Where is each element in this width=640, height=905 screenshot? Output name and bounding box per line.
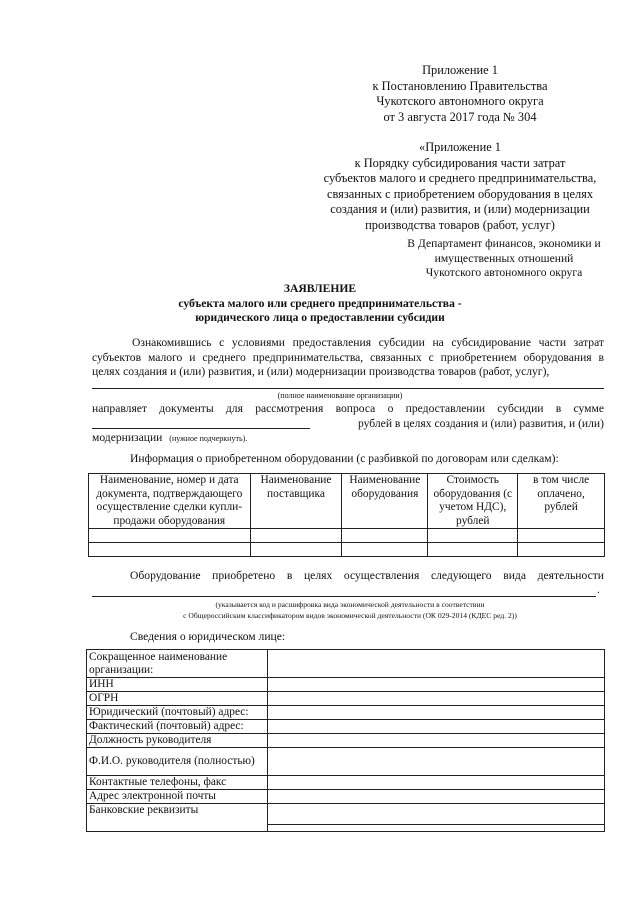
request-paragraph [92,402,604,446]
legal-info-value[interactable] [267,692,604,706]
legal-info-value[interactable] [267,734,604,748]
addressee-line-1: В Департамент финансов, экономики и [407,237,601,250]
equipment-table [88,473,605,557]
title-line-2: субъекта малого или среднего предпринимательства - [178,296,462,310]
addressee [400,237,608,281]
equipment-cell[interactable] [89,529,251,543]
equipment-row [89,529,605,543]
equipment-row [89,543,605,557]
legal-info-row [87,706,605,720]
legal-info-value[interactable] [267,790,604,804]
org-name-line[interactable] [92,388,604,389]
legal-info-row [87,650,605,678]
legal-info-value[interactable] [267,650,604,678]
inner-appendix-header [300,140,620,233]
legal-info-row [87,734,605,748]
inner-appendix-line-3: субъектов малого и среднего предпринимательства, [323,171,597,185]
title-line-1: ЗАЯВЛЕНИЕ [283,282,357,295]
request-line-3-row [92,431,604,446]
org-name-caption: (полное наименование организации) [277,391,403,400]
activity-end-dot: . [597,583,600,596]
subsidy-amount-line[interactable] [92,428,310,429]
request-line-3-note: (нужное подчеркнуть). [169,434,248,443]
legal-info-value[interactable] [267,720,604,734]
appendix-line-3: Чукотского автономного округа [376,94,544,108]
intro-line-2: субъектов малого и среднего предпринимательства, связанных с приобретением оборудования в [92,350,604,364]
legal-info-value[interactable] [267,678,604,692]
request-line-3: модернизации [92,431,163,444]
legal-info-row [87,692,605,706]
inner-appendix-line-4: связанных с приобретением оборудования в целях [326,186,594,201]
activity-line[interactable] [92,596,596,597]
legal-info-label: Фактический (почтовый) адрес: [87,720,268,734]
activity-caption-line-2: с Общероссийским классификатором видов экономической деятельности (ОК 029-2014 (КДЕС ред. 2)) [183,611,517,620]
equipment-cell[interactable] [342,543,428,557]
legal-info-value[interactable] [267,804,604,832]
legal-info-value[interactable] [267,748,604,776]
equipment-cell[interactable] [250,529,342,543]
equipment-cell[interactable] [89,543,251,557]
appendix-line-1: Приложение 1 [422,63,498,77]
equipment-cell[interactable] [518,529,605,543]
legal-info-value[interactable] [267,706,604,720]
inner-appendix-line-6: производства товаров (работ, услуг) [365,217,555,232]
request-line-2: рублей в целях создания и (или) развития, и (или) [357,416,604,430]
request-line-1: направляет документы для рассмотрения вопроса о предоставлении субсидии в сумме [92,402,604,415]
legal-info-row [87,776,605,790]
legal-info-label: Адрес электронной почты [87,790,268,804]
document-title [140,282,500,326]
intro-line-1: Ознакомившись с условиями предоставления субсидии на субсидирование части затрат [132,336,604,349]
bank-details-divider [268,811,604,825]
legal-info-row [87,720,605,734]
legal-info-row [87,804,605,832]
equipment-cell[interactable] [250,543,342,557]
legal-info-label: ИНН [87,678,268,692]
legal-info-label: Ф.И.О. руководителя (полностью) [87,748,268,776]
equipment-cell[interactable] [342,529,428,543]
inner-appendix-line-5: создания и (или) развития, и (или) модернизации [330,202,590,216]
equipment-header-row [89,474,605,529]
equipment-header-equipment: Наименование оборудования [342,474,428,529]
equipment-heading: Информация о приобретенном оборудовании (с разбивкой по договорам или сделкам): [130,452,559,465]
activity-caption [120,599,580,621]
legal-info-label: Должность руководителя [87,734,268,748]
appendix-line-4: от 3 августа 2017 года № 304 [383,109,537,124]
equipment-cell[interactable] [428,543,518,557]
intro-paragraph [92,336,604,380]
addressee-line-3: Чукотского автономного округа [425,266,583,279]
inner-appendix-line-2: к Порядку субсидирования части затрат [354,155,566,170]
equipment-cell[interactable] [428,529,518,543]
legal-info-heading: Сведения о юридическом лице: [130,630,286,643]
equipment-header-paid: в том числе оплачено, рублей [518,474,605,529]
legal-info-label: Юридический (почтовый) адрес: [87,706,268,720]
equipment-header-document: Наименование, номер и дата документа, подтверждающего осуществление сделки купли-продажи оборудования [89,474,251,529]
inner-appendix-line-1: «Приложение 1 [419,140,501,154]
legal-info-value[interactable] [267,776,604,790]
legal-info-table [86,649,605,832]
activity-caption-line-1: (указывается код и расшифровка вида экономической деятельности в соответствии [215,600,485,609]
addressee-line-2: имущественных отношений [434,251,574,265]
legal-info-label: Контактные телефоны, факс [87,776,268,790]
intro-line-3: целях создания и (или) развития, и (или) модернизации производства товаров (работ, услуг), [92,365,550,378]
legal-info-label: Банковские реквизиты [87,804,268,832]
appendix-line-2: к Постановлению Правительства [372,78,548,93]
equipment-header-supplier: Наименование поставщика [250,474,342,529]
legal-info-label: ОГРН [87,692,268,706]
equipment-cell[interactable] [518,543,605,557]
equipment-header-cost: Стоимость оборудования (с учетом НДС), рублей [428,474,518,529]
legal-info-row [87,748,605,776]
legal-info-row [87,790,605,804]
legal-info-row [87,678,605,692]
appendix-header [352,63,568,125]
activity-text: Оборудование приобретено в целях осуществления следующего вида деятельности [130,569,604,582]
legal-info-label: Сокращенное наименование организации: [87,650,268,678]
title-line-3: юридического лица о предоставлении субсидии [195,311,445,324]
